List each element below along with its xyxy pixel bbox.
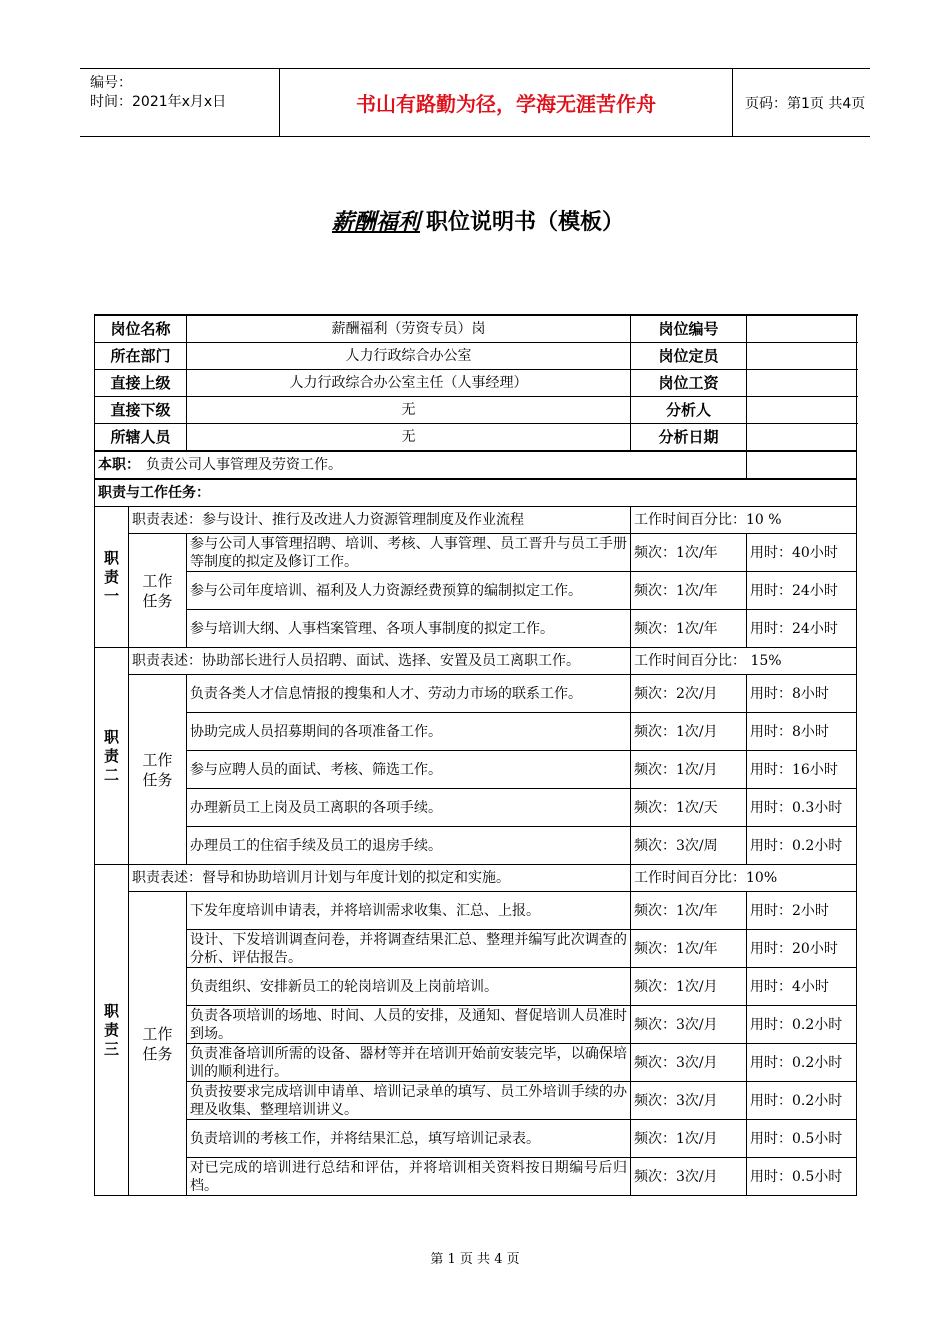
task-group-label: 工作 任务 [129,675,187,865]
task-text: 负责按要求完成培训申请单、培训记录单的填写、员工外培训手续的办理及收集、整理培训讲义。 [187,1082,631,1120]
task-row [95,1044,857,1082]
summary-label: 本职： [98,457,140,473]
task-duration: 用时：8小时 [747,675,857,713]
motto: 书山有路勤为径，学海无涯苦作舟 [356,92,656,116]
duty-desc-row [95,507,857,534]
task-duration: 用时：2小时 [747,892,857,930]
task-duration: 用时：20小时 [747,930,857,968]
task-row [95,789,857,827]
duty-description: 职责表述：协助部长进行人员招聘、面试、选择、安置及员工离职工作。 [129,648,631,675]
task-frequency: 频次：1次/年 [631,534,747,572]
info-label: 岗位名称 [95,315,187,343]
info-label: 分析日期 [631,424,747,452]
summary-cell [95,451,747,479]
summary-text: 负责公司人事管理及劳资工作。 [146,457,342,473]
header-motto-cell [280,69,733,136]
duties-header-row [95,479,857,507]
task-duration: 用时：24小时 [747,572,857,610]
info-row [95,343,857,370]
task-frequency: 频次：2次/月 [631,675,747,713]
job-description-table [94,314,857,1196]
task-text: 参与公司人事管理招聘、培训、考核、人事管理、员工晋升与员工手册等制度的拟定及修订工作。 [187,534,631,572]
info-label: 岗位定员 [631,343,747,370]
info-label: 岗位编号 [631,315,747,343]
info-value [747,343,857,370]
duty-time-percent: 工作时间百分比：10 % [631,507,857,534]
task-group-label: 工作 任务 [129,892,187,1196]
task-row [95,534,857,572]
task-text: 参与公司年度培训、福利及人力资源经费预算的编制拟定工作。 [187,572,631,610]
task-frequency: 频次：1次/天 [631,789,747,827]
task-frequency: 频次：1次/月 [631,968,747,1006]
task-row [95,572,857,610]
task-text: 协助完成人员招募期间的各项准备工作。 [187,713,631,751]
duty-label: 职 责 三 [95,865,129,1196]
info-label: 岗位工资 [631,370,747,397]
title-position: 薪酬福利 [331,210,420,235]
task-frequency: 频次：1次/年 [631,572,747,610]
task-duration: 用时：0.3小时 [747,789,857,827]
duty-label: 职 责 一 [95,507,129,648]
task-text: 负责组织、安排新员工的轮岗培训及上岗前培训。 [187,968,631,1006]
task-text: 负责各类人才信息情报的搜集和人才、劳动力市场的联系工作。 [187,675,631,713]
info-row [95,315,857,343]
task-text: 负责准备培训所需的设备、器材等并在培训开始前安装完毕，以确保培训的顺利进行。 [187,1044,631,1082]
task-row [95,610,857,648]
info-value [747,315,857,343]
task-row [95,1158,857,1196]
header-meta [80,69,280,136]
info-label: 所在部门 [95,343,187,370]
task-frequency: 频次：1次/年 [631,930,747,968]
task-duration: 用时：0.5小时 [747,1120,857,1158]
task-duration: 用时：40小时 [747,534,857,572]
info-label: 直接下级 [95,397,187,424]
title-rest: 职位说明书（模板） [426,210,625,235]
task-text: 设计、下发培训调查问卷，并将调查结果汇总、整理并编写此次调查的分析、评估报告。 [187,930,631,968]
duty-time-percent: 工作时间百分比： 15% [631,648,857,675]
info-row [95,370,857,397]
info-label: 分析人 [631,397,747,424]
info-value [747,424,857,452]
task-row [95,1082,857,1120]
task-row [95,1120,857,1158]
info-value: 薪酬福利（劳资专员）岗 [187,315,631,343]
duty-description: 职责表述：参与设计、推行及改进人力资源管理制度及作业流程 [129,507,631,534]
duty-desc-row [95,865,857,892]
task-row [95,1006,857,1044]
task-duration: 用时：24小时 [747,610,857,648]
task-text: 负责培训的考核工作，并将结果汇总，填写培训记录表。 [187,1120,631,1158]
duty-time-percent: 工作时间百分比：10% [631,865,857,892]
task-duration: 用时：8小时 [747,713,857,751]
task-frequency: 频次：3次/月 [631,1158,747,1196]
task-text: 参与应聘人员的面试、考核、筛选工作。 [187,751,631,789]
page-counter: 页码：第1页 共4页 [745,95,866,112]
task-duration: 用时：16小时 [747,751,857,789]
task-frequency: 频次：3次/周 [631,827,747,865]
task-row [95,827,857,865]
task-duration: 用时：0.5小时 [747,1158,857,1196]
summary-blank [747,451,857,479]
info-row [95,397,857,424]
page-title [0,205,950,236]
task-frequency: 频次：1次/年 [631,892,747,930]
task-row [95,930,857,968]
info-value: 人力行政综合办公室主任（人事经理） [187,370,631,397]
task-text: 对已完成的培训进行总结和评估，并将培训相关资料按日期编号后归档。 [187,1158,631,1196]
task-duration: 用时：4小时 [747,968,857,1006]
info-row [95,424,857,452]
doc-number: 编号： [90,75,132,91]
info-value: 无 [187,424,631,452]
duties-header: 职责与工作任务： [95,479,857,507]
info-value [747,370,857,397]
task-duration: 用时：0.2小时 [747,1006,857,1044]
task-row [95,713,857,751]
info-value: 无 [187,397,631,424]
task-text: 办理员工的住宿手续及员工的退房手续。 [187,827,631,865]
task-frequency: 频次：1次/月 [631,751,747,789]
task-duration: 用时：0.2小时 [747,1082,857,1120]
page-footer: 第 1 页 共 4 页 [430,1252,520,1267]
summary-row [95,451,857,479]
task-frequency: 频次：1次/年 [631,610,747,648]
task-text: 参与培训大纲、人事档案管理、各项人事制度的拟定工作。 [187,610,631,648]
duty-description: 职责表述：督导和协助培训月计划与年度计划的拟定和实施。 [129,865,631,892]
task-frequency: 频次：3次/月 [631,1044,747,1082]
info-label: 直接上级 [95,370,187,397]
task-row [95,675,857,713]
task-frequency: 频次：3次/月 [631,1006,747,1044]
duty-label: 职 责 二 [95,648,129,865]
task-frequency: 频次：3次/月 [631,1082,747,1120]
task-frequency: 频次：1次/月 [631,1120,747,1158]
page-header [80,68,870,137]
task-row [95,968,857,1006]
task-duration: 用时：0.2小时 [747,1044,857,1082]
info-value [747,397,857,424]
task-row [95,892,857,930]
task-text: 负责各项培训的场地、时间、人员的安排，及通知、督促培训人员准时到场。 [187,1006,631,1044]
task-row [95,751,857,789]
task-text: 下发年度培训申请表，并将培训需求收集、汇总、上报。 [187,892,631,930]
task-frequency: 频次：1次/月 [631,713,747,751]
doc-date: 时间：2021年x月x日 [90,94,227,110]
task-group-label: 工作 任务 [129,534,187,648]
duty-desc-row [95,648,857,675]
info-value: 人力行政综合办公室 [187,343,631,370]
task-text: 办理新员工上岗及员工离职的各项手续。 [187,789,631,827]
info-label: 所辖人员 [95,424,187,452]
task-duration: 用时：0.2小时 [747,827,857,865]
